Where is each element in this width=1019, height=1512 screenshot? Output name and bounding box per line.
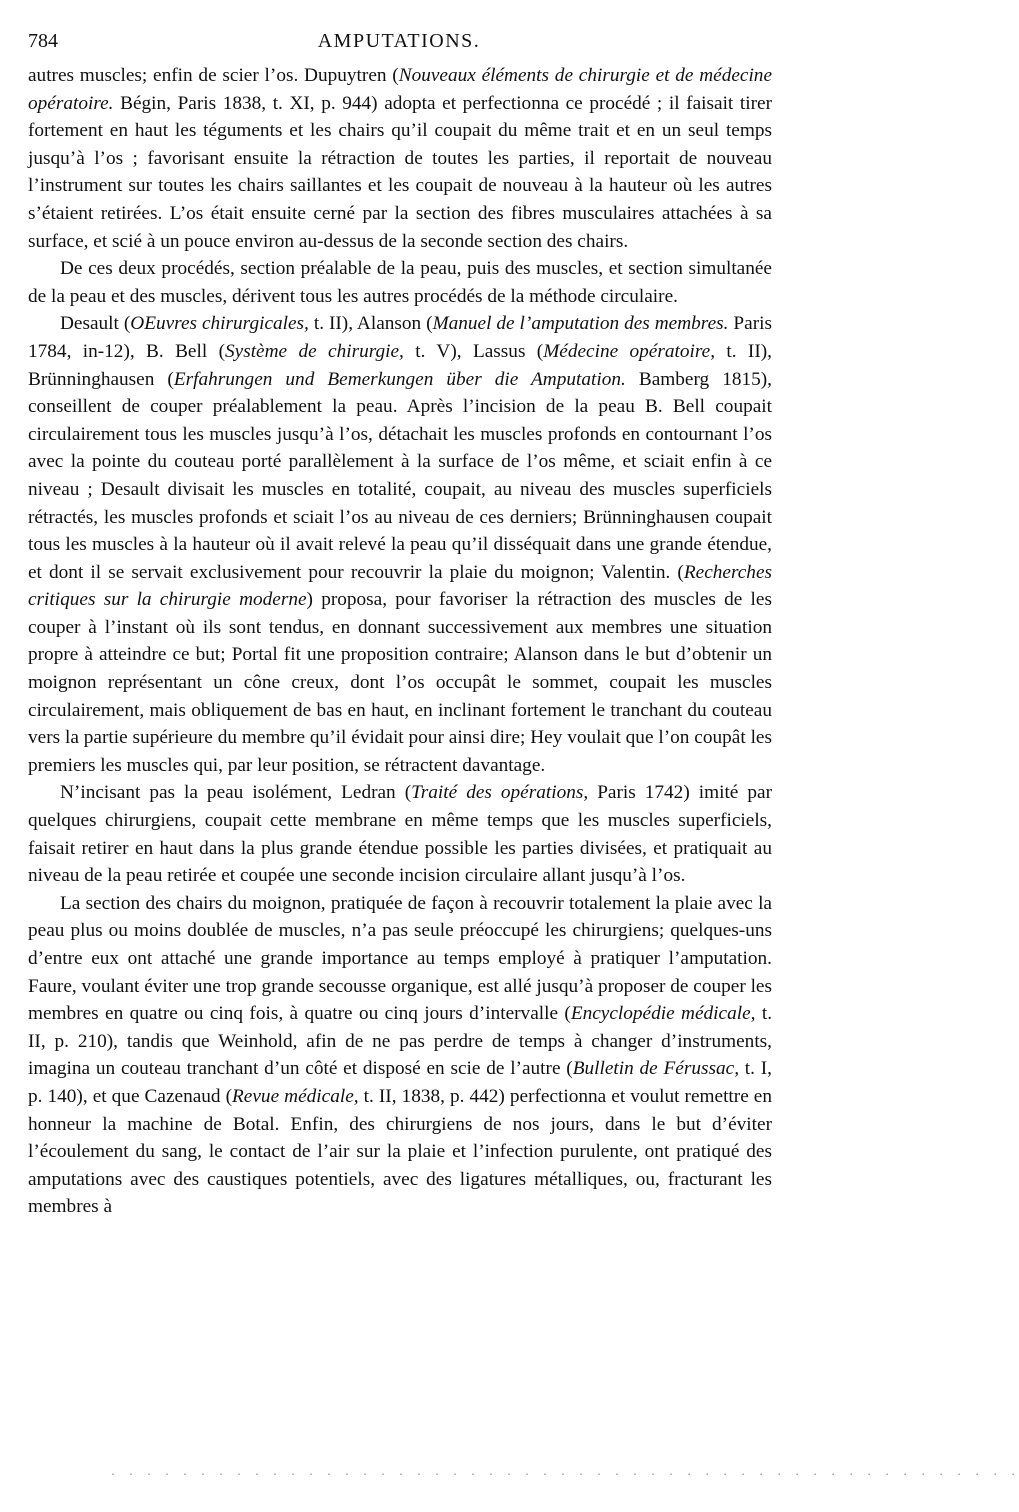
text-run: t. II, p. 210), tandis que Weinhold, afin de ne pas perdre de temps à changer d’instruments, imagina un couteau tranchant d’un côté et disposé en scie de l’autre ( bbox=[28, 1003, 773, 1080]
paragraph bbox=[28, 62, 772, 255]
text-run: t. II, 1838, p. 442) perfectionna et voulut remettre en honneur la machine de Botal. Enfin, des chirurgiens de nos jours, dans le but d’éviter l’écoulement du sang, le contact de l’air sur la plaie et l’infection purulente, ont pratiqué des amputations avec des caustiques potentiels, avec des ligatures métalliques, ou, fracturant les membres à bbox=[28, 1085, 773, 1218]
citation-title: Recherches critiques sur la chirurgie moderne bbox=[28, 561, 772, 611]
text-run: t. I, p. 140), et que Cazenaud ( bbox=[28, 1058, 773, 1107]
footer-smudge: · · · · · · · · · · · · · · · · · · · · · · · · · · · · · · · · · · · · · · · · · · · · · · · · · · · bbox=[110, 1470, 1019, 1481]
text-run: Bégin, Paris 1838, t. XI, p. 944) adopta et perfectionna ce procédé ; il faisait tirer fortement en haut les téguments et les chairs qu’il coupait du même trait et en un seul temps jusqu’à l’os ; favorisant ensuite la rétraction de toutes les parties, il reportait de nouveau l’instrument sur toutes les chairs saillantes et les coupait de nouveau à la hauteur où les autres s’étaient retirées. L’os était ensuite cerné par la section des fibres musculaires attachées à sa surface, et scié à un pouce environ au-dessus de la seconde section des chairs. bbox=[28, 92, 772, 252]
page-header bbox=[28, 30, 770, 54]
paragraph bbox=[28, 890, 772, 1221]
citation-title: Traité des opérations, bbox=[411, 782, 589, 804]
text-run: autres muscles; enfin de scier l’os. Dupuytren ( bbox=[28, 65, 399, 86]
text-run: De ces deux procédés, section préalable de la peau, puis des muscles, et section simultanée de la peau et des muscles, dérivent tous les autres procédés de la méthode circulaire. bbox=[28, 258, 772, 307]
text-run: La section des chairs du moignon, pratiquée de façon à recouvrir totalement la plaie avec la peau plus ou moins doublée de muscles, n’a pas seule préoccupé les chirurgiens; quelques-uns d’entre eux ont attaché une grande importance au temps employé à pratiquer l’amputation. Faure, voulant éviter une trop grande secousse organique, est allé jusqu’à proposer de couper les membres en quatre ou cinq fois, à quatre ou cinq jours d’intervalle ( bbox=[28, 892, 772, 1025]
text-run: t. V), Lassus ( bbox=[403, 340, 544, 362]
text-run: t. II), Alanson ( bbox=[308, 313, 433, 335]
page-number: 784 bbox=[28, 30, 58, 52]
citation-title: Erfahrungen und Bemerkungen über die Amputation. bbox=[173, 368, 626, 390]
text-run: N’incisant pas la peau isolément, Ledran ( bbox=[60, 782, 412, 804]
citation-title: Nouveaux éléments de chirurgie et de médecine opératoire. bbox=[28, 65, 773, 114]
text-run: Bamberg 1815), conseillent de couper préalablement la peau. Après l’incision de la peau B. Bell coupait circulairement tous les muscles jusqu’à l’os, détachait les muscles profonds en contournant l’os avec la pointe du couteau porté parallèlement à la surface de l’os même, et sciait enfin à ce niveau ; Desault divisait les muscles en totalité, coupait, au niveau des muscles superficiels rétractés, les muscles profonds et sciait l’os au niveau de ces derniers; Brünninghausen coupait tous les muscles à la hauteur où il avait relevé la peau qu’il disséquait dans une grande étendue, et dont il se servait exclusivement pour recouvrir la plaie du moignon; Valentin. ( bbox=[28, 368, 773, 583]
text-run: t. II), Brünninghausen ( bbox=[28, 340, 773, 390]
citation-title: Système de chirurgie, bbox=[225, 340, 404, 362]
text-run: Paris 1784, in-12), B. Bell ( bbox=[28, 313, 772, 362]
text-run: Paris 1742) imité par quelques chirurgiens, coupait cette membrane en même temps que les muscles superficiels, faisait retirer en haut dans la plus grande étendue possible les parties divisées, et pratiquait au niveau de la peau retirée et coupée une seconde incision circulaire allant jusqu’à l’os. bbox=[28, 782, 772, 887]
text-run: Desault ( bbox=[60, 313, 131, 335]
citation-title: Revue médicale, bbox=[232, 1085, 359, 1107]
citation-title: OEuvres chirurgicales, bbox=[130, 313, 309, 335]
paragraph bbox=[28, 779, 772, 889]
paragraph bbox=[28, 255, 772, 310]
paragraph bbox=[28, 310, 772, 779]
citation-title: Manuel de l’amputation des membres. bbox=[432, 313, 729, 335]
citation-title: Bulletin de Férussac, bbox=[572, 1058, 740, 1080]
page-body bbox=[28, 62, 772, 1221]
citation-title: Médecine opératoire, bbox=[543, 340, 716, 362]
running-title: AMPUTATIONS. bbox=[317, 30, 481, 52]
text-run: ) proposa, pour favoriser la rétraction des muscles de les couper à l’instant où ils sont tendus, en donnant successivement aux membres une situation propre à atteindre ce but; Portal fit une proposition contraire; Alanson dans le but d’obtenir un moignon représentant un cône creux, dont l’os occupât le sommet, coupait les muscles circulairement, mais obliquement de bas en haut, en inclinant fortement le tranchant du couteau vers la partie supérieure du membre qu’il évidait pour ainsi dire; Hey voulait que l’on coupât les premiers les muscles qui, par leur position, se rétractent davantage. bbox=[28, 589, 772, 776]
citation-title: Encyclopédie médicale, bbox=[570, 1003, 756, 1025]
